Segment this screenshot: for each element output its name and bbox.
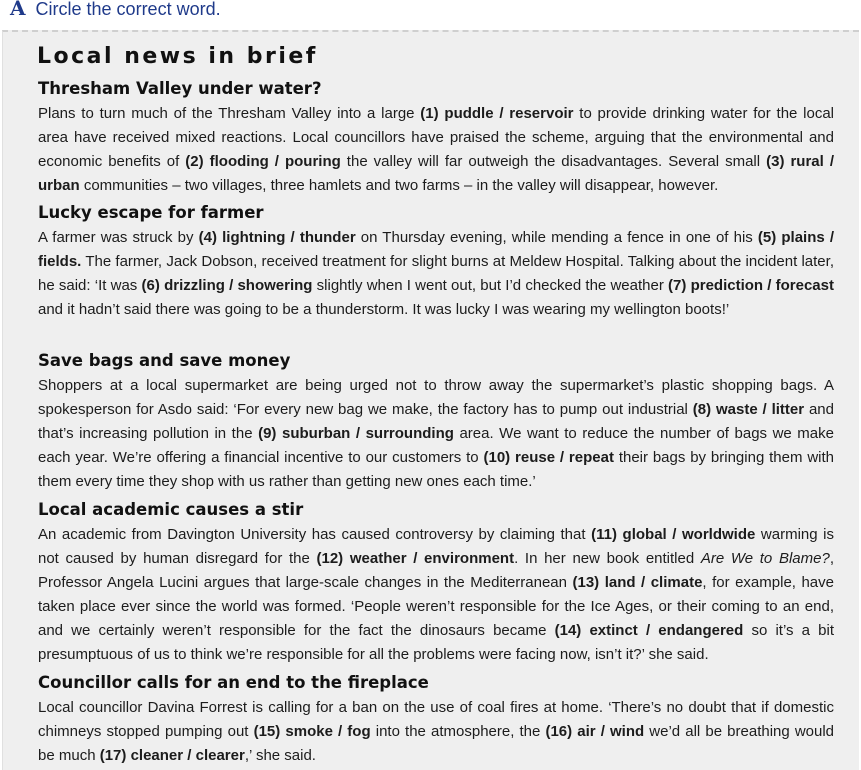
- answer-choices: prediction / forecast: [690, 277, 834, 294]
- body-text: so it’s a bit presumptuous of us to think we’re responsible for all the problems were facing now, isn’t it?’ she said.: [38, 622, 834, 663]
- answer-choices: suburban / surrounding: [281, 425, 454, 442]
- body-text: to provide drinking water for the local area have received mixed reactions. Local councillors have praised the scheme, arguing that the environmental and economic benefits of: [38, 105, 835, 170]
- article-1: [38, 78, 834, 198]
- body-text: slightly when I went out, but I’d checked the weather: [312, 277, 669, 294]
- question-number: (17): [99, 747, 127, 764]
- article-body: [38, 523, 834, 667]
- article-title: Councillor calls for an end to the fireplace: [38, 673, 429, 692]
- exercise-letter: A: [10, 0, 26, 20]
- answer-choices: cleaner / clearer: [130, 747, 245, 764]
- answer-choices: global / worldwide: [622, 526, 756, 543]
- question-number: (12): [316, 550, 344, 567]
- body-text: Local councillor Davina Forrest is calling for a ban on the use of coal fires at home. ‘There’s no doubt that if domestic chimneys stopped pumping out: [38, 699, 834, 740]
- exercise-instruction: [10, 0, 221, 20]
- article-body: [38, 696, 834, 768]
- article-body: [38, 102, 834, 198]
- body-text: , for example, have taken place ever since the world was formed. ‘People weren’t responsible for the Ice Ages, or their coming to an end, and we certainly weren’t responsible for the fact the dinosaurs became: [38, 574, 834, 639]
- answer-choices: land / climate: [604, 574, 703, 591]
- question-number: (9): [258, 425, 277, 442]
- body-text: [343, 550, 350, 567]
- book-title: Are We to Blame?: [700, 550, 830, 567]
- body-text: . In her new book entitled: [514, 550, 701, 567]
- question-number: (10): [483, 449, 511, 466]
- answer-choices: drizzling / showering: [164, 277, 313, 294]
- article-4: [38, 499, 834, 667]
- answer-choices: reuse / repeat: [515, 449, 614, 466]
- body-text: into the atmosphere, the: [370, 723, 546, 740]
- answer-choices: extinct / endangered: [589, 622, 744, 639]
- question-number: (15): [253, 723, 281, 740]
- question-number: (5): [757, 229, 777, 246]
- answer-choices: plains / fields.: [38, 229, 835, 270]
- answer-choices: flooding / pouring: [209, 153, 341, 170]
- article-5: [38, 672, 834, 768]
- answer-choices: air / wind: [577, 723, 645, 740]
- question-number: (4): [198, 229, 217, 246]
- body-text: communities – two villages, three hamlets and two farms – in the valley will disappear, however.: [79, 177, 719, 194]
- question-number: (11): [591, 526, 617, 543]
- body-text: we’d all be breathing would be much: [38, 723, 835, 764]
- body-text: Plans to turn much of the Thresham Valley into a large: [38, 105, 421, 122]
- body-text: the valley will far outweigh the disadvantages. Several small: [340, 153, 767, 170]
- question-number: (2): [185, 153, 204, 170]
- body-text: A farmer was struck by: [38, 229, 199, 246]
- answer-choices: weather / environment: [349, 550, 515, 567]
- question-number: (3): [766, 153, 785, 170]
- article-2: [38, 202, 834, 322]
- question-number: (14): [554, 622, 582, 639]
- answer-choices: lightning / thunder: [222, 229, 356, 246]
- answer-choices: waste / litter: [715, 401, 805, 418]
- body-text: An academic from Davington University has caused controversy by claiming that: [38, 526, 592, 543]
- article-title: Lucky escape for farmer: [38, 203, 264, 222]
- instruction-text: Circle the correct word.: [35, 0, 221, 19]
- answer-choices: rural / urban: [38, 153, 834, 194]
- question-number: (6): [141, 277, 160, 294]
- body-text: on Thursday evening, while mending a fence in one of his: [355, 229, 758, 246]
- body-text: and that’s increasing pollution in the: [38, 401, 834, 442]
- article-title: Save bags and save money: [38, 351, 291, 370]
- answer-choices: smoke / fog: [285, 723, 371, 740]
- question-number: (7): [668, 277, 687, 294]
- question-number: (16): [545, 723, 573, 740]
- body-text: ,’ she said.: [244, 747, 316, 764]
- article-body: [38, 374, 834, 494]
- article-title: Thresham Valley under water?: [38, 79, 322, 98]
- body-text: their bags by bringing them with them every time they shop with us rather than getting new ones each time.’: [38, 449, 834, 490]
- body-text: Shoppers at a local supermarket are being urged not to throw away the supermarket’s plastic shopping bags. A spokesperson for Asdo said: ‘For every new bag we make, the factory has to pump out industrial: [38, 377, 834, 418]
- question-number: (8): [692, 401, 712, 418]
- panel-headline: Local news in brief: [37, 44, 318, 69]
- answer-choices: puddle / reservoir: [444, 105, 574, 122]
- article-body: [38, 226, 834, 322]
- body-text: area. We want to reduce the number of bags we make each year. We’re offering a financial incentive to our customers to: [38, 425, 834, 466]
- question-number: (13): [572, 574, 600, 591]
- question-number: (1): [420, 105, 439, 122]
- article-title: Local academic causes a stir: [38, 500, 304, 519]
- body-text: , Professor Angela Lucini argues that large-scale changes in the Mediterranean: [38, 550, 834, 591]
- article-3: [38, 350, 834, 494]
- body-text: The farmer, Jack Dobson, received treatment for slight burns at Meldew Hospital. Talking about the incident later, he said: ‘It was: [38, 253, 834, 294]
- body-text: and it hadn’t said there was going to be a thunderstorm. It was lucky I was wearing my wellington boots!’: [38, 301, 730, 318]
- body-text: warming is not caused by human disregard for the: [38, 526, 835, 567]
